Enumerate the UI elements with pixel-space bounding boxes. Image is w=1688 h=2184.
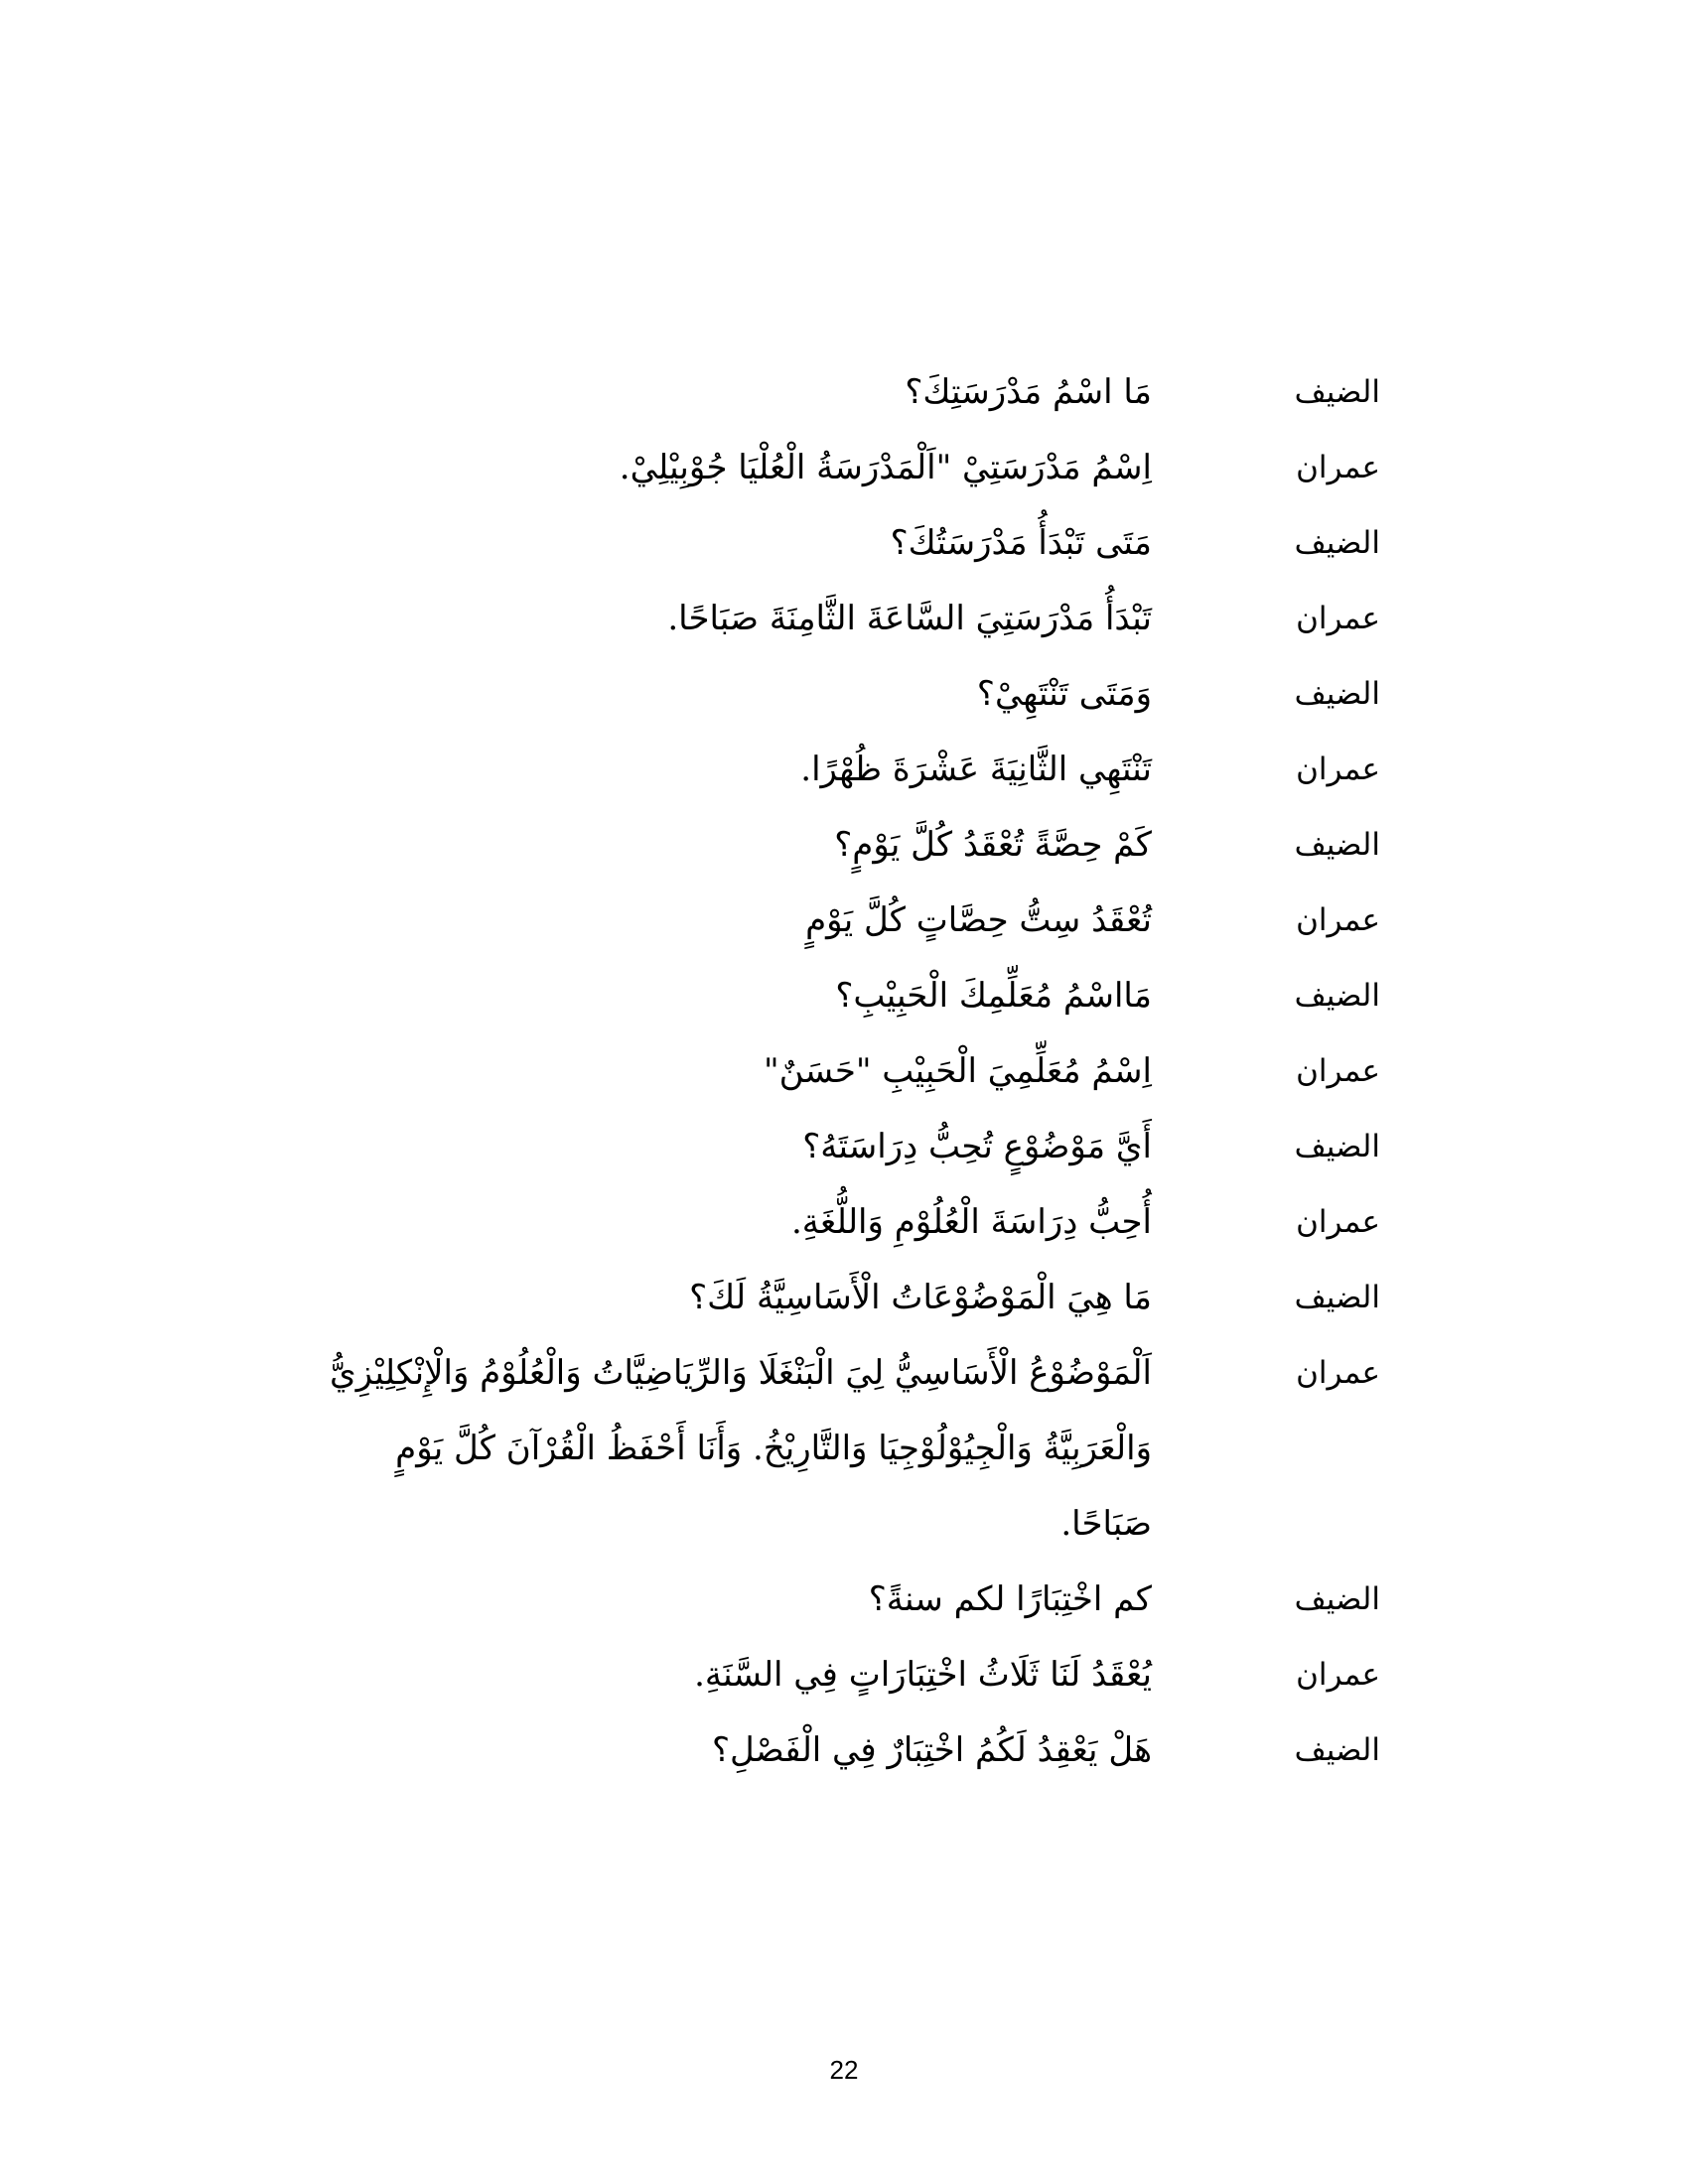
dialogue-row (298, 732, 1380, 807)
dialogue-text: تَبْدَأُ مَدْرَسَتِيَ السَّاعَةَ الثَّامِنَةَ صَبَاحًا. (667, 599, 1152, 638)
dialogue-row (298, 1184, 1380, 1260)
dialogue-row (298, 354, 1380, 430)
speaker-name: عمران (1296, 902, 1380, 938)
dialogue-text: تُعْقَدُ سِتُّ حِصَّاتٍ كُلَّ يَوْمٍ (805, 900, 1152, 940)
dialogue-row (298, 581, 1380, 656)
speaker-name: الضيف (1294, 676, 1380, 712)
dialogue-list (298, 354, 1380, 1788)
speaker-name: عمران (1296, 751, 1380, 787)
dialogue-row (298, 430, 1380, 505)
dialogue-text: مَا اسْمُ مَدْرَسَتِكَ؟ (905, 372, 1152, 412)
speaker-name: عمران (1296, 1053, 1380, 1089)
speaker-name: الضيف (1294, 1581, 1380, 1617)
dialogue-text: كَمْ حِصَّةً تُعْقَدُ كُلَّ يَوْمٍ؟ (834, 825, 1152, 865)
dialogue-text: اَلْمَوْضُوْعُ الْأَسَاسِيُّ لِيَ الْبَنْغَلَا وَالرِّيَاضِيَّاتُ وَالْعُلُوْمُ وَالْإِنْكِلِيْزِيُّ وَالْعَرَبِيَّةُ وَالْجِيُوْلُوْجِيَا وَالتَّارِيْخُ. وَأَنَا أَحْفَظُ الْقُرْآنَ كُلَّ يَوْمٍ صَبَاحًا. (329, 1353, 1152, 1544)
dialogue-row (298, 1712, 1380, 1788)
dialogue-text: كم اخْتِبَارًا لكم سنةً؟ (868, 1579, 1152, 1619)
speaker-name: عمران (1296, 1204, 1380, 1240)
speaker-name: الضيف (1294, 1732, 1380, 1768)
dialogue-text: اِسْمُ مُعَلِّمِيَ الْحَبِيْبِ "حَسَنٌ" (763, 1051, 1152, 1091)
dialogue-row (298, 1562, 1380, 1637)
speaker-name: عمران (1296, 1355, 1380, 1391)
speaker-name: الضيف (1294, 1129, 1380, 1164)
dialogue-row (298, 883, 1380, 958)
dialogue-text: أُحِبُّ دِرَاسَةَ الْعُلُوْمِ وَاللُّغَةِ. (791, 1202, 1152, 1242)
dialogue-row (298, 807, 1380, 883)
dialogue-text: اِسْمُ مَدْرَسَتِيْ "اَلْمَدْرَسَةُ الْعُلْيَا جُوْبِيْلِيْ. (619, 448, 1152, 487)
speaker-name: الضيف (1294, 525, 1380, 561)
speaker-name: عمران (1296, 601, 1380, 636)
speaker-name: عمران (1296, 450, 1380, 485)
dialogue-row (298, 1109, 1380, 1184)
dialogue-row (298, 656, 1380, 732)
dialogue-text: أَيَّ مَوْضُوْعٍ تُحِبُّ دِرَاسَتَهُ؟ (802, 1127, 1152, 1166)
dialogue-text: هَلْ يَعْقِدُ لَكُمُ اخْتِبَارٌ فِي الْفَصْلِ؟ (711, 1730, 1152, 1770)
dialogue-text: مَا هِيَ الْمَوْضُوْعَاتُ الْأَسَاسِيَّةُ لَكَ؟ (689, 1278, 1152, 1317)
dialogue-row (298, 1260, 1380, 1335)
dialogue-text: مَااسْمُ مُعَلِّمِكَ الْحَبِيْبِ؟ (835, 976, 1152, 1016)
speaker-name: الضيف (1294, 827, 1380, 863)
dialogue-text: تَنْتَهِي الثَّانِيَةَ عَشْرَةَ ظُهْرًا. (800, 750, 1152, 789)
page-number: 22 (829, 2055, 859, 2085)
speaker-name: الضيف (1294, 1280, 1380, 1315)
dialogue-row (298, 505, 1380, 581)
speaker-name: عمران (1296, 1657, 1380, 1693)
dialogue-row (298, 1033, 1380, 1109)
dialogue-row (298, 958, 1380, 1033)
dialogue-text: مَتَى تَبْدَأُ مَدْرَسَتُكَ؟ (890, 523, 1152, 563)
dialogue-text: وَمَتَى تَنْتَهِيْ؟ (976, 674, 1152, 714)
speaker-name: الضيف (1294, 978, 1380, 1014)
dialogue-row (298, 1335, 1380, 1562)
speaker-name: الضيف (1294, 374, 1380, 410)
dialogue-row (298, 1637, 1380, 1712)
dialogue-text: يُعْقَدُ لَنَا ثَلَاثُ اخْتِبَارَاتٍ فِي السَّنَةِ. (694, 1655, 1152, 1695)
